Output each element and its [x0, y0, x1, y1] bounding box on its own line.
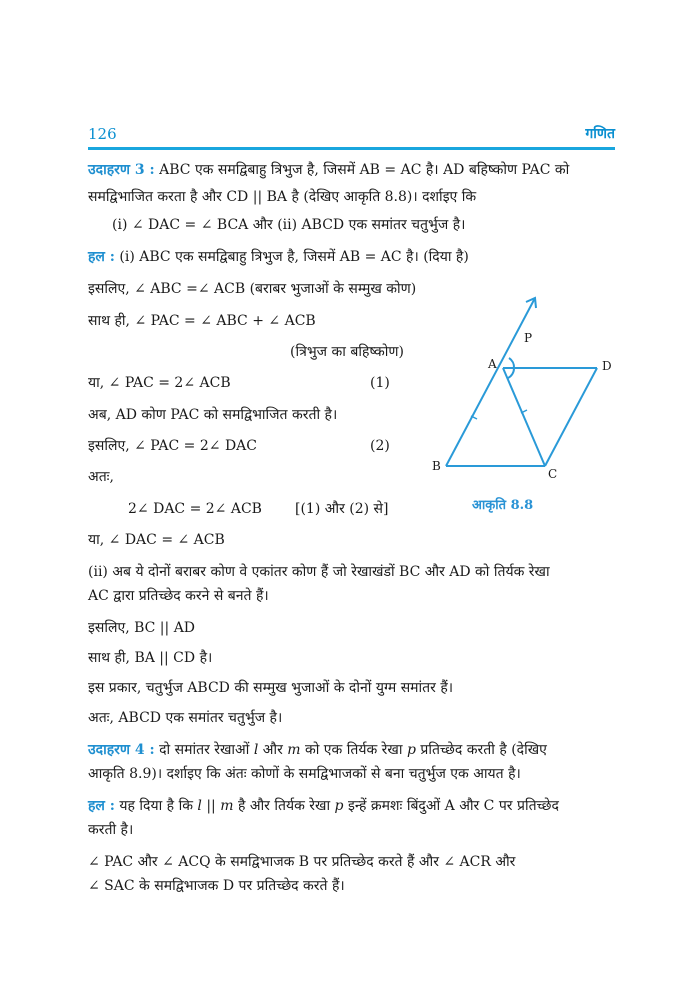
example3-line3: (i) ∠ DAC = ∠ BCA और (ii) ABCD एक समांतर चतुर्भुज है।	[112, 217, 466, 233]
example3-line1: उदाहरण 3 : ABC एक समद्विबाहु त्रिभुज है, जिसमें AB = AC है। AD बहिष्कोण PAC को	[88, 162, 570, 178]
header-rule	[88, 147, 615, 150]
line-bp	[446, 298, 535, 466]
solution2-label: हल :	[88, 798, 115, 814]
equation-number-2: (2)	[370, 438, 390, 454]
therefore-line3: इसलिए, BC || AD	[88, 620, 196, 636]
therefore-line1: इसलिए, ∠ ABC =∠ ACB (बराबर भुजाओं के सम्मुख कोण)	[88, 281, 417, 297]
example3-label: उदाहरण 3 :	[88, 162, 155, 178]
therefore-line2: इसलिए, ∠ PAC = 2∠ DAC	[88, 438, 258, 454]
equation-reference: [(1) और (2) से]	[295, 501, 389, 517]
or-line2: या, ∠ DAC = ∠ ACB	[88, 532, 225, 548]
solution2-line2: करती है।	[88, 822, 134, 838]
hence-line1: अतः,	[88, 469, 114, 485]
solution1-label: हल :	[88, 249, 115, 265]
now-line: अब, AD कोण PAC को समद्विभाजित करती है।	[88, 407, 338, 423]
solution2-line1: हल : यह दिया है कि l || m है और तिर्यक रेखा p इन्हें क्रमशः बिंदुओं A और C पर प्रतिच्छेद	[88, 798, 559, 814]
solution1-line1: हल : (i) ABC एक समद्विबाहु त्रिभुज है, जिसमें AB = AC है। (दिया है)	[88, 249, 469, 265]
equation-number-1: (1)	[370, 375, 390, 391]
example3-line2: समद्विभाजित करता है और CD || BA है (देखिए आकृति 8.8)। दर्शाइए कि	[88, 189, 477, 205]
label-d: D	[602, 359, 612, 373]
label-c: C	[548, 467, 558, 481]
example4-line2: आकृति 8.9)। दर्शाइए कि अंतः कोणों के समद्विभाजकों से बना चतुर्भुज एक आयत है।	[88, 766, 521, 782]
label-p: P	[524, 331, 533, 345]
figure-8-8	[420, 288, 620, 488]
equation-line: 2∠ DAC = 2∠ ACB	[128, 501, 262, 517]
part-ii-line1: (ii) अब ये दोनों बराबर कोण वे एकांतर कोण हैं जो रेखाखंडों BC और AD को तिर्यक रेखा	[88, 564, 550, 580]
angles-line1: ∠ PAC और ∠ ACQ के समद्विभाजक B पर प्रतिच्छेद करते हैं और ∠ ACR और	[88, 854, 516, 870]
also-line2: साथ ही, BA || CD है।	[88, 650, 213, 666]
figure-caption: आकृति 8.8	[472, 498, 534, 513]
label-a: A	[488, 357, 497, 371]
thus-line: इस प्रकार, चतुर्भुज ABCD की सम्मुख भुजाओं के दोनों युग्म समांतर हैं।	[88, 680, 454, 696]
label-b: B	[432, 459, 441, 473]
segment-dc	[545, 368, 597, 466]
hence-line2: अतः, ABCD एक समांतर चतुर्भुज है।	[88, 710, 283, 726]
also-line1: साथ ही, ∠ PAC = ∠ ABC + ∠ ACB	[88, 313, 316, 329]
exterior-angle-note: (त्रिभुज का बहिष्कोण)	[290, 344, 405, 360]
angle-arc-pad	[509, 358, 514, 368]
or-line1: या, ∠ PAC = 2∠ ACB	[88, 375, 231, 391]
part-ii-line2: AC द्वारा प्रतिच्छेद करने से बनते हैं।	[88, 588, 269, 604]
example4-label: उदाहरण 4 :	[88, 742, 155, 758]
example4-line1: उदाहरण 4 : दो समांतर रेखाओं l और m को एक तिर्यक रेखा p प्रतिच्छेद करती है (देखिए	[88, 742, 547, 758]
angle-arc-dac	[508, 368, 514, 378]
subject-title: गणित	[585, 126, 615, 142]
page-number: 126	[88, 125, 117, 143]
segment-ac	[503, 368, 545, 466]
angles-line2: ∠ SAC के समद्विभाजक D पर प्रतिच्छेद करते हैं।	[88, 878, 345, 894]
